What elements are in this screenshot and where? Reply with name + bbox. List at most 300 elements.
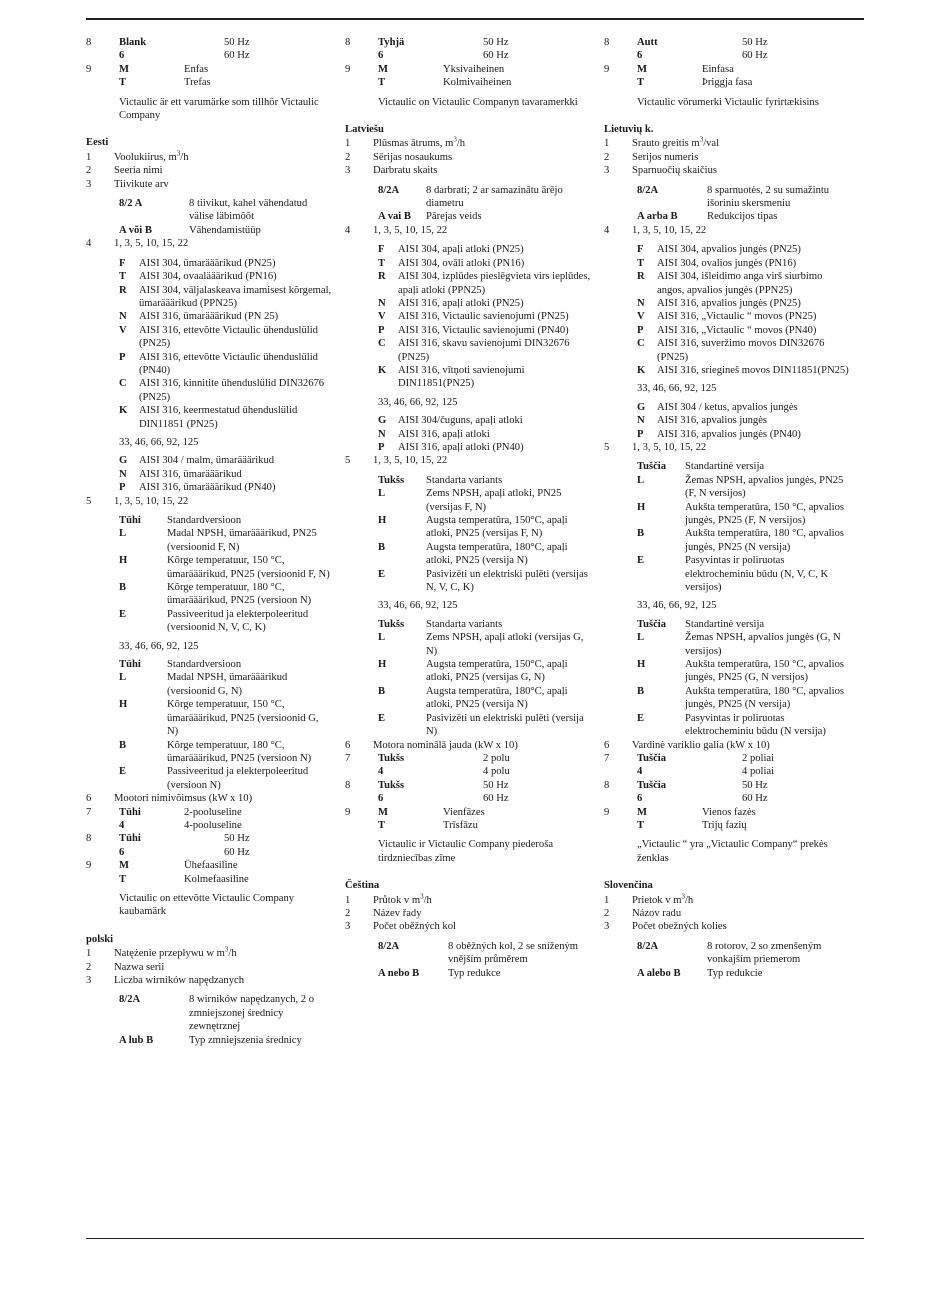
entry-code: 8/2A xyxy=(378,184,400,196)
numbered-item xyxy=(345,454,591,467)
entry-description: AISI 304, ovaalääärikud (PN16) xyxy=(139,271,277,283)
entry-description: 8 wirników napędzanych, 2 o zmniejszonej średnicy zewnętrznej xyxy=(189,994,315,1033)
entry-code: E xyxy=(637,712,645,724)
entry-description: Typ redukcie xyxy=(707,967,763,979)
option-code: Tukšs xyxy=(378,779,405,791)
option-code: 4 xyxy=(119,819,125,831)
item-label: Serijos numeris xyxy=(632,151,699,163)
option-row xyxy=(604,779,850,792)
entry-description: Aukšta temperatūra, 180 °C, apvalios jungės, PN25 (N versija) xyxy=(685,528,844,553)
option-row xyxy=(604,792,850,805)
code-entry xyxy=(86,197,332,224)
entry-description: AISI 304, izplūdes pieslēgvieta virs ieplūdes, apaļi atloki (PPN25) xyxy=(398,271,591,296)
option-row xyxy=(86,76,332,89)
item-unit: /h xyxy=(456,138,466,150)
option-row xyxy=(86,819,332,832)
item-text xyxy=(632,224,850,237)
item-number: 9 xyxy=(604,63,610,75)
code-entry xyxy=(345,257,591,270)
option-code: T xyxy=(637,77,645,89)
entry-code: B xyxy=(637,528,645,540)
item-number: 2 xyxy=(604,151,610,163)
entry-description: Zems NPSH, apaļi atloki, PN25 (versijas F, N) xyxy=(426,488,562,513)
option-code: T xyxy=(378,77,386,89)
item-text xyxy=(632,137,850,150)
item-text xyxy=(114,792,332,805)
code-entry xyxy=(604,501,850,528)
language-heading: Čeština xyxy=(345,880,380,892)
entry-code: P xyxy=(378,441,385,453)
option-row xyxy=(604,63,850,76)
entry-description: Passiveeritud ja elekterpoleeritud (versioonid N, V, C, K) xyxy=(167,608,309,634)
language-heading: Slovenčina xyxy=(604,880,653,892)
entry-description: AISI 304, ümarääärikud (PN25) xyxy=(139,257,276,269)
code-entry xyxy=(345,967,591,980)
item-label: 1, 3, 5, 10, 15, 22 xyxy=(632,224,707,236)
option-value: 50 Hz xyxy=(483,779,509,791)
entry-code: E xyxy=(378,712,386,724)
code-entry xyxy=(345,364,591,391)
code-entry xyxy=(86,224,332,237)
entry-description: Standardversioon xyxy=(167,659,242,671)
value-list: 33, 46, 66, 92, 125 xyxy=(637,383,717,395)
code-entry xyxy=(345,243,591,256)
item-number: 3 xyxy=(86,178,92,190)
entry-description: AISI 304/čuguns, apaļi atloki xyxy=(398,415,523,427)
code-entry xyxy=(604,184,850,211)
entry-code: B xyxy=(119,582,127,594)
option-code: Tukšs xyxy=(378,752,405,764)
code-entry xyxy=(345,631,591,658)
entry-description: AISI 316, ümarääärikud xyxy=(139,468,242,480)
language-heading: Eesti xyxy=(86,137,109,149)
entry-description: AISI 316, apaļi atloki xyxy=(398,428,490,440)
entry-description: Standartinė versija xyxy=(685,618,765,630)
code-entry xyxy=(345,414,591,427)
code-entry xyxy=(604,310,850,323)
item-label: Názov radu xyxy=(632,907,682,919)
code-entry xyxy=(86,324,332,351)
option-value: 50 Hz xyxy=(224,37,250,48)
item-number: 2 xyxy=(345,907,351,919)
numbered-item xyxy=(604,137,850,150)
item-text xyxy=(373,739,591,752)
item-label: Počet oběžných kol xyxy=(373,921,456,933)
entry-description: Passiveeritud ja elekterpoleeritud (versioon N) xyxy=(167,766,309,791)
item-label: 1, 3, 5, 10, 15, 22 xyxy=(373,455,448,467)
option-code: T xyxy=(119,873,127,885)
code-entry xyxy=(604,631,850,658)
entry-description: AISI 316, vītņoti savienojumi DIN11851(PN25) xyxy=(398,364,525,390)
entry-description: Žemas NPSH, apvalios jungės, PN25 (F, N versijos) xyxy=(685,474,844,500)
item-number: 6 xyxy=(345,739,351,751)
superscript: 3 xyxy=(453,135,457,144)
code-entry xyxy=(604,967,850,980)
item-number: 8 xyxy=(86,37,92,48)
option-row xyxy=(86,832,332,845)
item-number: 8 xyxy=(345,37,351,48)
item-number: 9 xyxy=(345,63,351,75)
option-code: M xyxy=(378,806,388,818)
item-number: 1 xyxy=(345,894,351,906)
item-number: 8 xyxy=(345,779,351,791)
item-number: 8 xyxy=(604,779,610,791)
entry-code: B xyxy=(637,685,645,697)
option-value: 4 poliai xyxy=(742,766,775,778)
item-number: 4 xyxy=(86,238,92,250)
option-value: 60 Hz xyxy=(742,793,768,805)
item-number: 7 xyxy=(604,752,610,764)
option-row xyxy=(345,49,591,62)
entry-description: Aukšta temperatūra, 150 °C, apvalios jungės, PN25 (F, N versijos) xyxy=(685,501,844,526)
superscript: 3 xyxy=(681,892,685,901)
option-code: Tühi xyxy=(119,833,141,845)
code-entry xyxy=(345,685,591,712)
item-text xyxy=(114,151,332,164)
code-entry xyxy=(86,377,332,404)
option-value: 60 Hz xyxy=(224,846,250,858)
option-row xyxy=(345,765,591,778)
entry-code: N xyxy=(378,428,386,440)
item-label: Liczba wirników napędzanych xyxy=(114,975,245,986)
entry-description: AISI 316, apvalios jungės xyxy=(657,415,768,427)
item-text xyxy=(114,974,332,987)
item-number: 9 xyxy=(86,860,92,872)
entry-description: Standardversioon xyxy=(167,515,242,526)
entry-description: AISI 316, Victaulic savienojumi (PN25) xyxy=(398,311,569,323)
option-row xyxy=(86,806,332,819)
entry-code: V xyxy=(637,311,645,323)
item-number: 4 xyxy=(604,224,610,236)
option-code: 6 xyxy=(378,50,384,62)
entry-description: AISI 316, „Victaulic “ movos (PN40) xyxy=(657,324,817,336)
entry-description: Vähendamistüüp xyxy=(189,224,261,236)
numbered-item xyxy=(86,237,332,250)
option-row xyxy=(604,36,850,49)
entry-description: AISI 316, Victaulic savienojumi (PN40) xyxy=(398,324,569,336)
option-row xyxy=(604,752,850,765)
entry-description: Augsta temperatūra, 150°C, apaļi atloki, PN25 (versijas G, N) xyxy=(426,659,568,684)
code-entry xyxy=(604,324,850,337)
entry-description: AISI 304, išleidimo anga virš siurbimo angos, apvalios jungės (PPN25) xyxy=(657,271,823,296)
code-entry xyxy=(86,310,332,323)
entry-code: Tuščia xyxy=(637,618,667,630)
option-code: 6 xyxy=(378,793,384,805)
entry-description: Kõrge temperatuur, 150 °C, ümarääärikud, PN25 (versioonid F, N) xyxy=(167,555,330,580)
option-code: T xyxy=(119,77,127,89)
language-heading: Lietuvių k. xyxy=(604,124,654,136)
item-label: 1, 3, 5, 10, 15, 22 xyxy=(114,495,189,507)
entry-description: Augsta temperatūra, 180°C, apaļi atloki, PN25 (versija N) xyxy=(426,685,568,711)
top-rule xyxy=(86,18,864,20)
value-list: 33, 46, 66, 92, 125 xyxy=(119,436,199,448)
entry-description: Typ redukce xyxy=(448,967,501,979)
item-text xyxy=(373,454,591,467)
option-value: Enfas xyxy=(184,63,209,75)
entry-code: G xyxy=(637,401,646,413)
entry-code: 8/2A xyxy=(119,994,141,1006)
entry-code: B xyxy=(378,685,386,697)
item-text xyxy=(632,151,850,164)
entry-description: AISI 304, ovāli atloki (PN16) xyxy=(398,257,525,269)
code-entry xyxy=(86,351,332,378)
code-entry xyxy=(86,284,332,311)
option-value: Trijų fazių xyxy=(702,819,747,831)
entry-description: AISI 316, apvalios jungės (PN25) xyxy=(657,297,801,309)
column-swedish-estonian-polish xyxy=(86,36,332,1047)
code-entry xyxy=(345,514,591,541)
numbered-item xyxy=(345,920,591,933)
entry-description: 8 oběžných kol, 2 se sníženým vnějším průměrem xyxy=(448,940,579,966)
trademark-note: Victaulic vörumerki Victaulic fyrirtækisins xyxy=(637,96,819,108)
entry-description: AISI 316, ettevõtte Victaulic ühenduslülid (PN25) xyxy=(139,324,318,350)
value-list: 33, 46, 66, 92, 125 xyxy=(378,396,458,408)
item-number: 3 xyxy=(345,921,351,933)
entry-code: Tukšs xyxy=(378,618,405,630)
code-entry xyxy=(345,568,591,595)
item-text xyxy=(373,137,591,150)
code-entry xyxy=(86,581,332,608)
language-heading: polski xyxy=(86,933,114,945)
code-entry xyxy=(604,297,850,310)
entry-code: P xyxy=(119,351,126,363)
entry-code: L xyxy=(119,672,127,684)
item-unit: /val xyxy=(703,138,720,150)
item-text xyxy=(632,441,850,454)
item-label: Prietok v m xyxy=(632,894,682,906)
entry-description: Typ zmniejszenia średnicy xyxy=(189,1034,302,1046)
item-number: 1 xyxy=(604,138,610,150)
option-value: Trefas xyxy=(184,77,211,89)
entry-code: 8/2A xyxy=(637,184,659,196)
item-text xyxy=(373,894,591,907)
superscript: 3 xyxy=(699,135,704,144)
entry-code: V xyxy=(378,311,386,323)
column-icelandic-lithuanian-slovak xyxy=(604,36,850,980)
entry-description: Pasyvintas ir poliruotas elektrocheminiu būdu (N, V, C, K versijos) xyxy=(685,555,829,594)
option-value: 2-pooluseline xyxy=(184,806,242,818)
entry-code: 8/2A xyxy=(637,940,659,952)
option-row xyxy=(345,806,591,819)
item-label: Počet obežných kolies xyxy=(632,921,727,933)
entry-code: E xyxy=(637,555,645,567)
code-entry xyxy=(604,474,850,501)
entry-code: L xyxy=(378,632,386,644)
entry-code: Tukšs xyxy=(378,474,405,486)
entry-description: AISI 304, apvalios jungės (PN25) xyxy=(657,244,801,256)
item-label: Natężenie przepływu w m xyxy=(114,948,225,960)
code-entry xyxy=(345,297,591,310)
entry-code: E xyxy=(119,608,127,620)
superscript: 3 xyxy=(176,149,181,158)
option-value: 50 Hz xyxy=(483,37,509,48)
item-number: 5 xyxy=(345,455,351,467)
code-entry xyxy=(604,257,850,270)
entry-description: Aukšta temperatūra, 150 °C, apvalios jungės, PN25 (G, N versijos) xyxy=(685,659,844,684)
code-entry xyxy=(86,1034,332,1047)
option-code: M xyxy=(119,63,129,75)
code-entry xyxy=(345,658,591,685)
code-entry xyxy=(86,404,332,431)
item-text xyxy=(114,237,332,250)
entry-code: Tuščia xyxy=(637,461,667,473)
code-entry xyxy=(345,337,591,364)
entry-description: AISI 304 / malm, ümarääärikud xyxy=(139,455,275,467)
entry-description: AISI 316, apvalios jungės (PN40) xyxy=(657,428,801,440)
option-code: 6 xyxy=(637,50,643,62)
numbered-item xyxy=(604,894,850,907)
option-row xyxy=(604,819,850,832)
entry-code: F xyxy=(637,244,644,256)
option-value: Þriggja fasa xyxy=(702,77,753,89)
numbered-item xyxy=(86,495,332,508)
option-code: 6 xyxy=(119,50,125,62)
code-entry xyxy=(86,739,332,766)
item-label: Srauto greitis m xyxy=(632,138,700,150)
option-value: Kolmefaasiline xyxy=(184,873,249,885)
numbered-item xyxy=(604,739,850,752)
item-text xyxy=(114,495,332,508)
value-list: 33, 46, 66, 92, 125 xyxy=(378,600,458,612)
entry-description: Kõrge temperatuur, 180 °C, ümarääärikud, PN25 (versioon N) xyxy=(167,582,312,607)
entry-code: R xyxy=(378,271,386,283)
entry-description: Pārejas veids xyxy=(426,211,482,223)
superscript: 3 xyxy=(224,945,229,954)
item-label: Motora nominālā jauda (kW x 10) xyxy=(373,739,518,751)
item-text xyxy=(373,164,591,177)
numbered-item xyxy=(86,974,332,987)
code-entry xyxy=(604,460,850,473)
item-label: Darbratu skaits xyxy=(373,165,438,177)
item-label: 1, 3, 5, 10, 15, 22 xyxy=(114,238,189,250)
item-label: 1, 3, 5, 10, 15, 22 xyxy=(632,441,707,453)
entry-description: 8 darbrati; 2 ar samazinātu ārējo diametru xyxy=(426,184,563,210)
item-text xyxy=(373,907,591,920)
numbered-item xyxy=(345,739,591,752)
item-label: Název řady xyxy=(373,907,422,919)
code-entry xyxy=(604,414,850,427)
option-row xyxy=(604,49,850,62)
entry-description: 8 rotorov, 2 so zmenšeným vonkajším priemerom xyxy=(707,940,822,966)
option-row xyxy=(86,63,332,76)
numbered-item xyxy=(345,137,591,150)
item-label: 1, 3, 5, 10, 15, 22 xyxy=(373,224,448,236)
item-number: 2 xyxy=(86,961,92,973)
option-row xyxy=(86,873,332,886)
option-row xyxy=(86,846,332,859)
option-code: Tühi xyxy=(119,806,141,818)
entry-description: AISI 316, kinnitite ühenduslülid DIN32676 (PN25) xyxy=(139,378,325,403)
option-value: 60 Hz xyxy=(742,50,768,62)
entry-description: Pasivizēti un elektriski pulēti (versijas N, V, C, K) xyxy=(426,568,588,594)
entry-code: E xyxy=(378,568,386,580)
value-list: 33, 46, 66, 92, 125 xyxy=(119,640,199,652)
entry-code: A nebo B xyxy=(378,967,420,979)
option-code: M xyxy=(119,860,129,872)
item-number: 7 xyxy=(345,752,351,764)
option-code: M xyxy=(378,63,388,75)
item-text xyxy=(632,739,850,752)
item-number: 5 xyxy=(604,441,610,453)
numbered-item xyxy=(86,961,332,974)
item-text xyxy=(114,164,332,177)
entry-description: Žemas NPSH, apvalios jungės (G, N versijos) xyxy=(685,632,841,657)
item-label: Mootori nimivõimsus (kW x 10) xyxy=(114,793,253,805)
item-label: Průtok v m xyxy=(373,894,421,906)
entry-code: G xyxy=(119,455,128,467)
option-value: 2 poliai xyxy=(742,752,775,764)
option-row xyxy=(345,752,591,765)
code-entry xyxy=(345,441,591,454)
entry-code: P xyxy=(119,482,126,494)
numbered-item xyxy=(86,178,332,191)
numbered-item xyxy=(86,947,332,960)
option-value: 60 Hz xyxy=(224,50,250,62)
entry-description: Redukcijos tipas xyxy=(707,211,778,223)
option-value: Yksivaiheinen xyxy=(443,63,505,75)
option-row xyxy=(345,792,591,805)
entry-code: F xyxy=(119,257,126,269)
numbered-item xyxy=(604,224,850,237)
entry-code: A lub B xyxy=(119,1034,154,1046)
item-number: 1 xyxy=(604,894,610,906)
option-value: Vienos fazės xyxy=(702,806,756,818)
code-entry xyxy=(345,310,591,323)
entry-code: R xyxy=(119,284,127,296)
item-label: Voolukiirus, m xyxy=(114,151,177,163)
code-entry xyxy=(345,184,591,211)
entry-code: C xyxy=(378,338,386,350)
entry-description: AISI 316, suveržimo movos DIN32676 (PN25) xyxy=(657,338,825,363)
entry-description: AISI 316, skavu savienojumi DIN32676 (PN25) xyxy=(398,338,570,363)
trademark-note: Victaulic ir Victaulic Company piederoša tirdzniecības zīme xyxy=(378,839,554,864)
entry-code: E xyxy=(119,766,127,778)
entry-description: 8 sparnuotės, 2 su sumažintu išoriniu skersmeniu xyxy=(707,184,830,210)
item-number: 6 xyxy=(86,793,92,805)
option-value: 50 Hz xyxy=(742,37,768,48)
item-unit: /h xyxy=(684,894,694,906)
entry-code: 8/2 A xyxy=(119,198,143,210)
item-number: 3 xyxy=(345,165,351,177)
item-text xyxy=(632,907,850,920)
code-entry xyxy=(345,618,591,631)
value-list: 33, 46, 66, 92, 125 xyxy=(637,600,717,612)
entry-code: N xyxy=(119,468,127,480)
entry-description: Standartinė versija xyxy=(685,461,765,473)
code-entry xyxy=(604,401,850,414)
option-value: 50 Hz xyxy=(224,833,250,845)
entry-description: AISI 316, ümarääärikud (PN40) xyxy=(139,482,276,494)
option-value: 60 Hz xyxy=(483,50,509,62)
language-heading: Latviešu xyxy=(345,124,384,136)
option-row xyxy=(604,76,850,89)
entry-description: AISI 304, apaļi atloki (PN25) xyxy=(398,244,524,256)
entry-code: R xyxy=(637,271,645,283)
entry-code: C xyxy=(637,338,645,350)
option-value: Trīsfāzu xyxy=(443,819,478,831)
item-label: Tiivikute arv xyxy=(114,178,169,190)
option-code: 6 xyxy=(119,846,125,858)
code-entry xyxy=(604,337,850,364)
numbered-item xyxy=(345,907,591,920)
entry-code: A vai B xyxy=(378,211,411,223)
entry-code: G xyxy=(378,415,387,427)
entry-description: AISI 316, apaļi atloki (PN25) xyxy=(398,297,524,309)
entry-code: N xyxy=(119,311,127,323)
entry-code: P xyxy=(378,324,385,336)
code-entry xyxy=(604,527,850,554)
option-row xyxy=(86,36,332,49)
